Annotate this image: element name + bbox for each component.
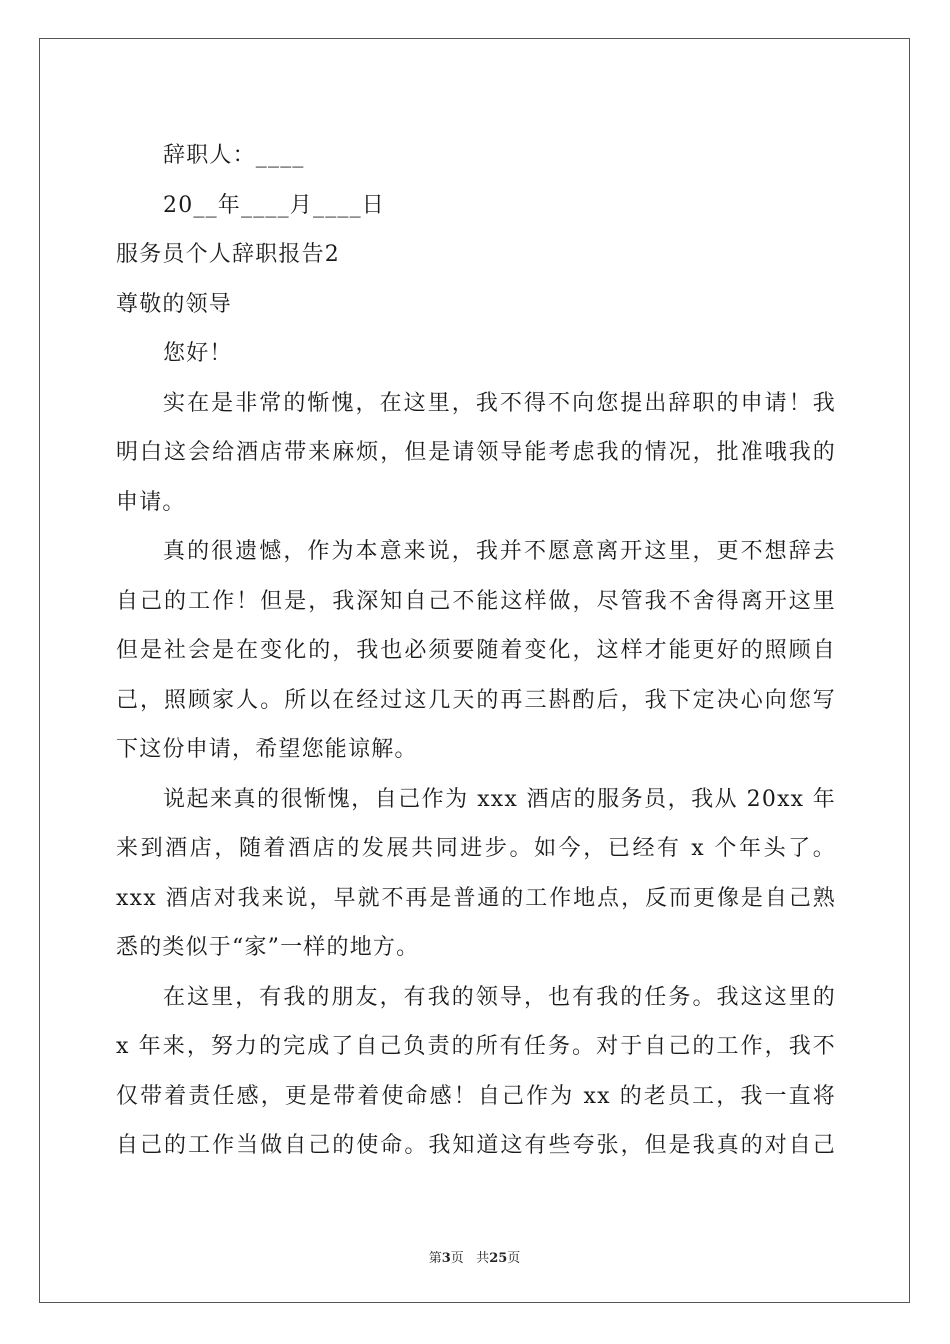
footer-prefix: 第 bbox=[428, 1251, 442, 1266]
paragraph-line: 明白这会给酒店带来麻烦，但是请领导能考虑我的情况，批准哦我的 bbox=[116, 440, 836, 465]
footer-total-prefix: 共 bbox=[476, 1251, 490, 1266]
current-page-number: 3 bbox=[441, 1251, 451, 1266]
paragraph-line: 真的很遗憾，作为本意来说，我并不愿意离开这里，更不想辞去 bbox=[163, 539, 836, 564]
paragraph-line: 自己的工作当做自己的使命。我知道这有些夸张，但是我真的对自己 bbox=[116, 1133, 836, 1158]
signature-line: 辞职人：____ bbox=[163, 143, 305, 168]
paragraph-line: 自己的工作！但是，我深知自己不能这样做，尽管我不舍得离开这里 bbox=[116, 588, 836, 614]
paragraph-line: 己，照顾家人。所以在经过这几天的再三斟酌后，我下定决心向您写 bbox=[116, 687, 836, 713]
paragraph-line: 申请。 bbox=[116, 489, 186, 515]
paragraph-line: 下这份申请，希望您能谅解。 bbox=[116, 737, 418, 762]
greeting: 您好！ bbox=[163, 341, 233, 366]
paragraph-line: 但是社会是在变化的，我也必须要随着变化，这样才能更好的照顾自 bbox=[116, 638, 836, 663]
footer-page-suffix: 页 bbox=[450, 1251, 464, 1266]
paragraph-line: xxx 酒店对我来说，早就不再是普通的工作地点，反而更像是自己熟 bbox=[116, 885, 836, 911]
total-page-count: 25 bbox=[489, 1251, 508, 1266]
paragraph-line: 来到酒店，随着酒店的发展共同进步。如今，已经有 x 个年头了。 bbox=[116, 836, 836, 861]
section-title: 服务员个人辞职报告2 bbox=[116, 242, 340, 267]
paragraph-line: 在这里，有我的朋友，有我的领导，也有我的任务。我这这里的 bbox=[163, 984, 836, 1010]
paragraph-line: 实在是非常的惭愧，在这里，我不得不向您提出辞职的申请！我 bbox=[163, 390, 836, 416]
footer-total-suffix: 页 bbox=[507, 1251, 521, 1266]
salutation: 尊敬的领导 bbox=[116, 291, 233, 317]
date-line: 20__年____月____日 bbox=[163, 192, 385, 218]
page-footer bbox=[40, 1247, 909, 1266]
document-page bbox=[39, 38, 910, 1303]
paragraph-line: 悉的类似于“家”一样的地方。 bbox=[116, 935, 420, 960]
paragraph-line: 说起来真的很惭愧，自己作为 xxx 酒店的服务员，我从 20xx 年 bbox=[163, 786, 836, 812]
paragraph-line: x 年来，努力的完成了自己负责的所有任务。对于自己的工作，我不 bbox=[116, 1034, 836, 1059]
document-body bbox=[116, 131, 836, 1171]
paragraph-line: 仅带着责任感，更是带着使命感！自己作为 xx 的老员工，我一直将 bbox=[116, 1083, 836, 1109]
